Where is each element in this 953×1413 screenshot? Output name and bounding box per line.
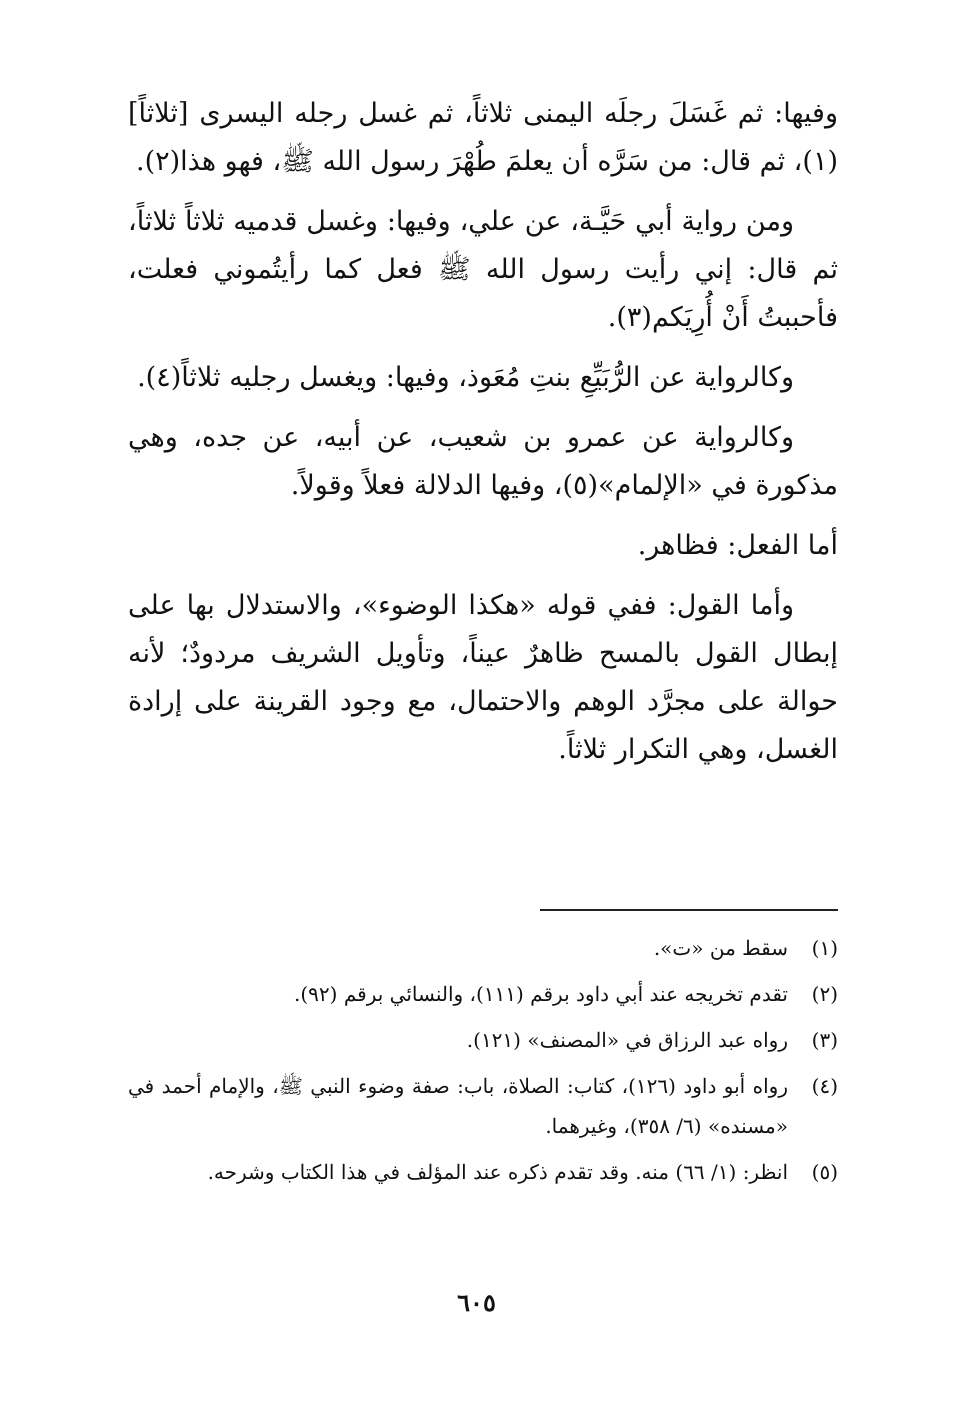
footnote-text: انظر: (١/ ٦٦) منه. وقد تقدم ذكره عند المؤلف في هذا الكتاب وشرحه. <box>207 1160 788 1184</box>
footnote-4 <box>128 1066 838 1146</box>
footnote-1 <box>128 928 838 968</box>
footnote-3 <box>128 1020 838 1060</box>
paragraph-4: وكالرواية عن عمرو بن شعيب، عن أبيه، عن جده، وهي مذكورة في «الإلمام»(٥)، وفيها الدلالة فعلاً وقولاً. <box>128 422 838 501</box>
footnote-text: رواه أبو داود (١٢٦)، كتاب: الصلاة، باب: صفة وضوء النبي ﷺ، والإمام أحمد في «مسنده» (٦/ ٣٥٨)، وغيرهما. <box>128 1074 788 1138</box>
paragraph-6: وأما القول: ففي قوله «هكذا الوضوء»، والاستدلال بها على إبطال القول بالمسح ظاهرٌ عيناً، وتأويل الشريف مردودٌ؛ لأنه حوالة على مجرَّد الوهم والاحتمال، مع وجود القرينة على إرادة الغسل، وهي التكرار ثلاثاً. <box>128 590 838 765</box>
footnote-number: (٢) <box>811 982 838 1006</box>
footnote-number: (٣) <box>811 1028 838 1052</box>
footnote-number: (٤) <box>811 1074 838 1098</box>
main-text <box>128 90 838 786</box>
footnote-text: سقط من «ت». <box>653 936 788 960</box>
footnote-number: (١) <box>811 936 838 960</box>
paragraph-5: أما الفعل: فظاهر. <box>637 530 838 561</box>
footnotes <box>128 928 838 1198</box>
footnote-separator <box>540 909 838 911</box>
paragraph-1: وفيها: ثم غَسَلَ رجلَه اليمنى ثلاثاً، ثم غسل رجله اليسرى [ثلاثاً](١)، ثم قال: من سَرَّه أن يعلمَ طُهْرَ رسول الله ﷺ، فهو هذا(٢). <box>128 98 838 177</box>
paragraph-3: وكالرواية عن الرُّبَيِّعِ بنتِ مُعَوذ، وفيها: ويغسل رجليه ثلاثاً(٤). <box>137 362 794 393</box>
paragraph-2: ومن رواية أبي حَيَّـة، عن علي، وفيها: وغسل قدميه ثلاثاً ثلاثاً، ثم قال: إني رأيت رسول الله ﷺ فعل كما رأيتُموني فعلت، فأحببتُ أَنْ أُرِيَكم(٣). <box>128 206 838 333</box>
page-number: ٦٠٥ <box>457 1288 496 1317</box>
footnote-text: رواه عبد الرزاق في «المصنف» (١٢١). <box>466 1028 788 1052</box>
footnote-2 <box>128 974 838 1014</box>
footnote-5 <box>128 1152 838 1192</box>
footnote-number: (٥) <box>811 1160 838 1184</box>
footnote-text: تقدم تخريجه عند أبي داود برقم (١١١)، والنسائي برقم (٩٢). <box>294 982 788 1006</box>
